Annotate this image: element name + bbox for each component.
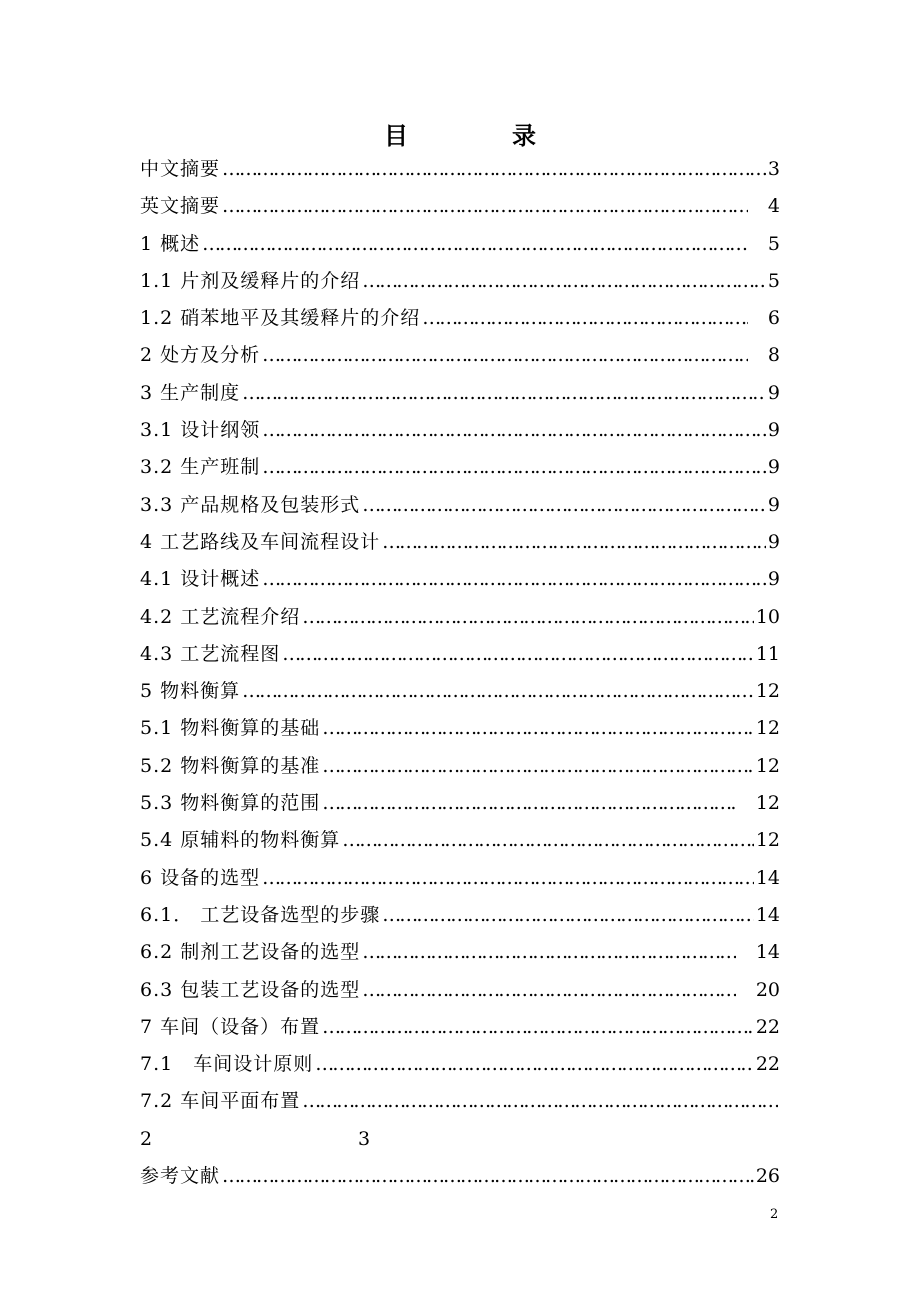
toc-entry-page: 5 [767, 269, 780, 292]
toc-entry-page: 14 [755, 903, 780, 926]
toc-entry[interactable] [140, 375, 780, 412]
toc-entry-page: 12 [755, 680, 780, 703]
toc-entry-page: 11 [755, 642, 780, 665]
toc-entry[interactable] [140, 822, 780, 859]
toc-entry-label: 4 工艺路线及车间流程设计 [140, 530, 381, 553]
toc-entry-label: 1 概述 [140, 232, 201, 255]
toc-entry-label: 英文摘要 [140, 195, 221, 218]
toc-entry-label: 3.2 生产班制 [140, 456, 261, 479]
leader-dots [382, 524, 766, 561]
toc-entry[interactable] [140, 524, 780, 561]
toc-entry-page: 9 [767, 530, 780, 553]
toc-entry-label: 3 生产制度 [140, 381, 241, 404]
toc-entry-page: 9 [767, 456, 780, 479]
footer-page-number: 2 [770, 1207, 779, 1222]
toc-entry-page: 20 [755, 978, 780, 1001]
toc-entry[interactable] [140, 748, 780, 785]
toc-entry-page: 6 [767, 307, 780, 330]
toc-entry-page: 9 [767, 568, 780, 591]
toc-entry-page: 3 [767, 158, 780, 180]
leader-dots [282, 636, 754, 673]
toc-entry-page: 9 [767, 493, 780, 516]
leader-dots [262, 412, 766, 449]
toc-entry-label: 6.2 制剂工艺设备的选型 [140, 941, 361, 964]
table-of-contents [140, 151, 780, 1195]
toc-entry[interactable] [140, 487, 780, 524]
toc-entry[interactable] [140, 263, 780, 300]
leader-dots [262, 860, 754, 897]
leader-dots [302, 599, 754, 636]
toc-entry[interactable] [140, 188, 780, 225]
toc-entry-label: 1.1 片剂及缓释片的介绍 [140, 269, 361, 292]
leader-dots [322, 785, 736, 822]
toc-entry-label: 7 车间（设备）布置 [140, 1015, 321, 1038]
toc-entry-page: 12 [755, 792, 780, 815]
toc-entry-page: 26 [755, 1165, 780, 1188]
toc-entry-label: 中文摘要 [140, 158, 221, 180]
toc-entry[interactable] [140, 151, 780, 188]
toc-entry[interactable] [140, 561, 780, 598]
toc-entry-page: 14 [755, 866, 780, 889]
toc-entry[interactable] [140, 449, 780, 486]
toc-entry-page: 22 [755, 1053, 780, 1076]
leader-dots [322, 1009, 754, 1046]
toc-entry[interactable] [140, 1158, 780, 1195]
toc-entry[interactable] [140, 1083, 780, 1120]
leader-dots [242, 673, 754, 710]
toc-entry-page: 22 [755, 1015, 780, 1038]
toc-entry[interactable] [140, 599, 780, 636]
leader-dots [302, 1083, 778, 1120]
toc-entry-label: 3.3 产品规格及包装形式 [140, 493, 361, 516]
leader-dots [262, 337, 748, 374]
leader-dots [382, 897, 754, 934]
toc-entry-page: 12 [755, 829, 780, 852]
toc-entry[interactable] [140, 412, 780, 449]
toc-entry-label: 5 物料衡算 [140, 680, 241, 703]
toc-entry-page: 9 [767, 419, 780, 442]
toc-entry-label: 5.4 原辅料的物料衡算 [140, 829, 341, 852]
toc-entry-page: 14 [755, 941, 780, 964]
leader-dots [362, 934, 736, 971]
page-title: 目 录 [384, 121, 576, 150]
toc-entry-page: 3 [358, 1127, 371, 1150]
leader-dots [262, 561, 766, 598]
leader-dots [202, 226, 748, 263]
toc-entry-page: 5 [767, 232, 780, 255]
toc-entry-label: 2 处方及分析 [140, 344, 261, 367]
toc-entry[interactable] [140, 934, 780, 971]
toc-entry[interactable] [140, 972, 780, 1009]
leader-dots [322, 748, 754, 785]
toc-entry[interactable] [140, 897, 780, 934]
toc-entry-label: 4.3 工艺流程图 [140, 642, 281, 665]
leader-dots [315, 1046, 754, 1083]
toc-entry[interactable] [140, 1009, 780, 1046]
toc-entry[interactable] [140, 673, 780, 710]
toc-entry-label: 3.1 设计纲领 [140, 419, 261, 442]
toc-entry-label: 1.2 硝苯地平及其缓释片的介绍 [140, 307, 421, 330]
toc-entry-page: 4 [767, 195, 780, 218]
leader-dots [362, 263, 766, 300]
toc-entry-label: 7.2 车间平面布置 [140, 1090, 301, 1113]
toc-entry-page: 12 [755, 754, 780, 777]
leader-dots [342, 822, 754, 859]
toc-entry-label: 6 设备的选型 [140, 866, 261, 889]
toc-entry[interactable] [140, 1046, 780, 1083]
toc-entry-label: 6.1． 工艺设备选型的步骤 [140, 903, 381, 926]
leader-dots [222, 188, 748, 225]
toc-entry[interactable] [140, 300, 780, 337]
toc-entry-page: 10 [755, 605, 780, 628]
toc-entry-wrapped[interactable] [140, 1121, 780, 1158]
toc-entry-page: 9 [767, 381, 780, 404]
toc-entry[interactable] [140, 785, 780, 822]
toc-entry-label: 参考文献 [140, 1165, 221, 1188]
toc-entry-label: 4.2 工艺流程介绍 [140, 605, 301, 628]
leader-dots [422, 300, 748, 337]
leader-dots [262, 449, 766, 486]
toc-entry[interactable] [140, 860, 780, 897]
toc-entry[interactable] [140, 710, 780, 747]
toc-entry[interactable] [140, 226, 780, 263]
toc-entry-label: 7.1 车间设计原则 [140, 1053, 314, 1076]
leader-dots [322, 710, 754, 747]
toc-entry[interactable] [140, 337, 780, 374]
toc-entry[interactable] [140, 636, 780, 673]
leader-dots [362, 487, 766, 524]
leader-dots [362, 972, 736, 1009]
toc-entry-label: 5.2 物料衡算的基准 [140, 754, 321, 777]
toc-entry-label: 5.3 物料衡算的范围 [140, 792, 321, 815]
toc-entry-label: 6.3 包装工艺设备的选型 [140, 978, 361, 1001]
leader-dots [242, 375, 766, 412]
leader-dots [222, 1158, 754, 1195]
toc-entry-label: 5.1 物料衡算的基础 [140, 717, 321, 740]
toc-entry-label: 2 [140, 1127, 153, 1150]
toc-entry-label: 4.1 设计概述 [140, 568, 261, 591]
toc-entry-page: 12 [755, 717, 780, 740]
toc-entry-page: 8 [767, 344, 780, 367]
leader-dots [222, 151, 766, 188]
